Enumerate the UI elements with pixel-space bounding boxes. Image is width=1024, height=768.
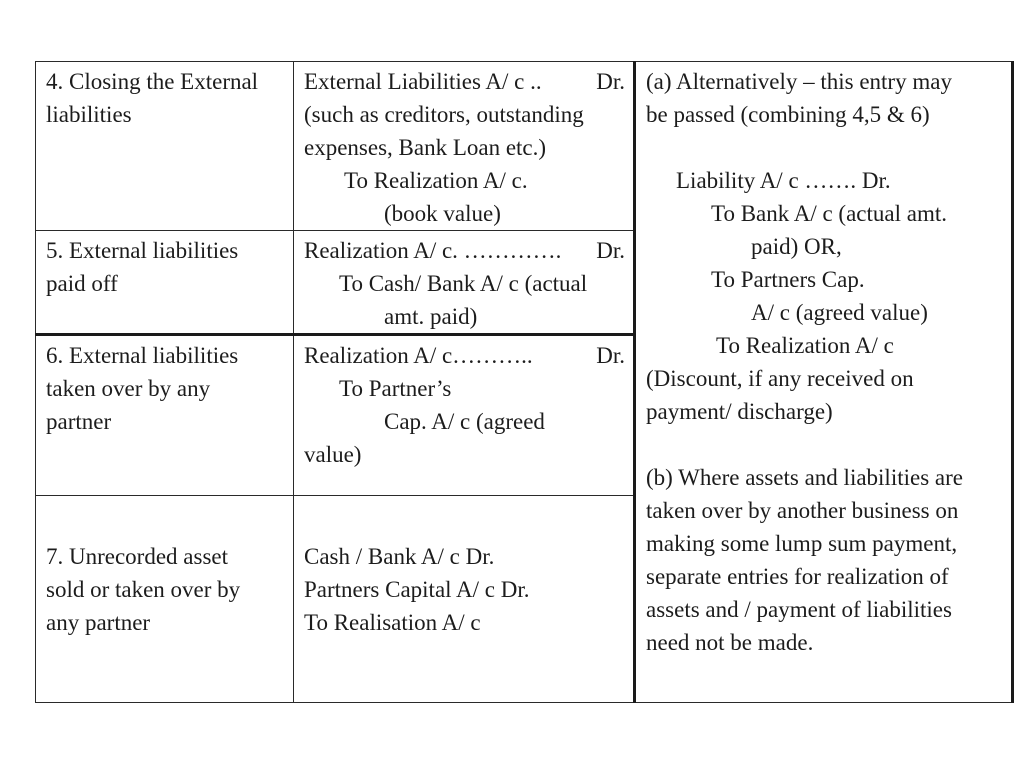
note-entry: To Realization A/ c	[716, 333, 894, 358]
note-text: assets and / payment of liabilities	[646, 597, 952, 622]
step-text: 6. External liabilities	[46, 343, 239, 368]
step-text: liabilities	[46, 102, 132, 127]
spacer	[646, 131, 1003, 164]
note-text: (Discount, if any received on	[646, 366, 914, 391]
note-entry: paid) OR,	[751, 234, 842, 259]
entry-text: To Cash/ Bank A/ c (actual	[339, 271, 588, 296]
step-cell	[36, 496, 294, 703]
dr-label: Dr.	[596, 238, 625, 263]
entry-cell	[294, 62, 635, 231]
debit-line	[304, 234, 625, 267]
table-row	[36, 62, 1013, 231]
dr-label: Dr.	[596, 343, 625, 368]
step-cell	[36, 62, 294, 231]
debit-account: External Liabilities A/ c ..	[304, 69, 542, 94]
dr-label: Dr.	[596, 69, 625, 94]
note-text: (b) Where assets and liabilities are	[646, 465, 963, 490]
entry-text: Cash / Bank A/ c Dr.	[304, 544, 495, 569]
entry-text: value)	[304, 442, 362, 467]
step-cell	[36, 231, 294, 335]
journal-entries-table	[35, 61, 1014, 703]
step-text: 7. Unrecorded asset	[46, 544, 229, 569]
entry-text: amt. paid)	[384, 304, 478, 329]
step-text: partner	[46, 409, 112, 434]
entry-text: To Realisation A/ c	[304, 610, 481, 635]
entry-cell	[294, 231, 635, 335]
entry-text: (book value)	[384, 201, 501, 226]
note-entry: To Bank A/ c (actual amt.	[711, 201, 947, 226]
note-text: separate entries for realization of	[646, 564, 949, 589]
step-text: 5. External liabilities	[46, 238, 239, 263]
debit-account: Realization A/ c. ………….	[304, 238, 562, 263]
note-entry: A/ c (agreed value)	[751, 300, 928, 325]
entry-cell	[294, 496, 635, 703]
debit-line	[304, 339, 625, 372]
entry-text: (such as creditors, outstanding	[304, 102, 584, 127]
entry-text: expenses, Bank Loan etc.)	[304, 135, 547, 160]
step-text: taken over by any	[46, 376, 211, 401]
step-cell	[36, 335, 294, 496]
entry-text: To Partner’s	[339, 376, 452, 401]
entry-text: Cap. A/ c (agreed	[384, 409, 545, 434]
step-text: paid off	[46, 271, 118, 296]
note-text: be passed (combining 4,5 & 6)	[646, 102, 930, 127]
step-text: 4. Closing the External	[46, 69, 259, 94]
note-text: making some lump sum payment,	[646, 531, 958, 556]
note-entry: To Partners Cap.	[711, 267, 865, 292]
entry-cell	[294, 335, 635, 496]
note-text: taken over by another business on	[646, 498, 959, 523]
entry-text: To Realization A/ c.	[344, 168, 528, 193]
note-text: (a) Alternatively – this entry may	[646, 69, 952, 94]
spacer	[646, 428, 1003, 461]
debit-account: Realization A/ c………..	[304, 343, 533, 368]
note-entry: Liability A/ c ……. Dr.	[676, 168, 891, 193]
note-text: need not be made.	[646, 630, 814, 655]
entry-text: Partners Capital A/ c Dr.	[304, 577, 530, 602]
notes-cell	[635, 62, 1013, 703]
debit-line	[304, 65, 625, 98]
step-text: any partner	[46, 610, 151, 635]
step-text: sold or taken over by	[46, 577, 241, 602]
note-text: payment/ discharge)	[646, 399, 833, 424]
